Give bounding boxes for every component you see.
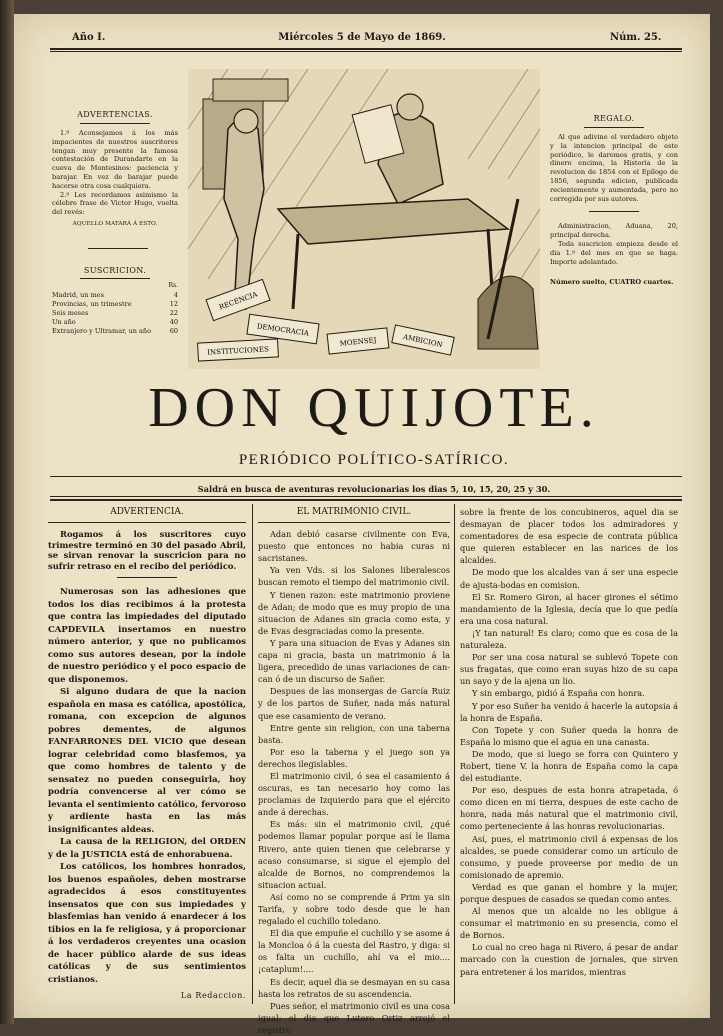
article-paragraph: Así, pues, el matrimonio civil á expensas de los alcaldes, se puede considerar como un artículo de consumo, y puede proveerse por medio de un comisionado de apremio. xyxy=(460,833,678,880)
regalo-admin: Administracion, Aduana, 20, principal derecha. xyxy=(550,222,678,240)
article-paragraph: Y sin embargo, pidió á España con honra. xyxy=(472,688,645,699)
advertencias-box xyxy=(52,110,178,229)
paper-label: RECENCIA xyxy=(218,290,259,312)
paper-label: AMBICION xyxy=(402,332,444,350)
signature: La Redaccion. xyxy=(180,991,246,1001)
suscricion-title: SUSCRICION. xyxy=(83,266,147,275)
regalo-box xyxy=(550,114,678,287)
year-label: Año I. xyxy=(72,32,106,43)
suscricion-box xyxy=(52,266,178,336)
masthead-subtitle: PERIÓDICO POLÍTICO-SATÍRICO. xyxy=(238,452,510,468)
advertencias-quote: AQUELLO MATARÁ Á ESTO. xyxy=(72,220,158,227)
issue-number: Núm. 25. xyxy=(610,32,662,43)
suscricion-row: Extranjero y Ultramar, un año 60 xyxy=(52,326,178,335)
reader-head xyxy=(397,94,423,120)
article-paragraph: Entre gente sin religion, con una taberna basta. xyxy=(258,722,450,745)
masthead-tagline: Saldrá en busca de aventuras revolucionarias los dias 5, 10, 15, 20, 25 y 30. xyxy=(197,484,551,494)
article-paragraph: Por eso, despues de esta honra atrapetada, ó como dicen en mi tierra, despues de este cacho de honra, nada más natural que el matrimonio civil, como perteneciente á las honras revolucionarias. xyxy=(460,785,678,832)
column-continuation xyxy=(460,506,678,978)
tagline-rule xyxy=(50,496,682,497)
article-paragraph: Por eso la taberna y el juego son ya derechos ilegislables. xyxy=(258,746,450,769)
paper-label: DEMOCRACIA xyxy=(256,322,310,338)
article-paragraph: Con Topete y con Suñer queda la honra de España lo mismo que el agua en una canasta. xyxy=(460,724,678,747)
article-paragraph: Al menos que un alcalde no les obligue á consumar el matrimonio en su presencia, como el de Bornos. xyxy=(460,906,678,941)
advertencias-title: ADVERTENCIAS. xyxy=(77,110,153,119)
article-paragraph: De modo que los alcaldes van á ser una especie de ajusta-bodas en comision. xyxy=(460,567,678,590)
advertencia-intro: Rogamos á los suscritores cuyo trimestre terminó en 30 del pasado Abril, se sirvan renovar la suscricion para no sufrir retraso en el recibo del periódico. xyxy=(48,529,246,571)
article-paragraph: Así como no se comprende á Prim ya sin Tarifa, y sobre todo desde que le han regalado el cuchillo toledano. xyxy=(258,891,450,927)
article-paragraph: Verdad es que ganan el hombre y la mujer, porque despues de casados se quedan como antes. xyxy=(460,881,678,904)
article-paragraph: Y por eso Suñer ha venido á hacerle la autopsia á la honra de España. xyxy=(460,700,678,723)
box-separator xyxy=(88,248,148,249)
article-paragraph: Es decir, aquel dia se desmayan en su casa hasta los retratos de su ascendencia. xyxy=(258,976,450,999)
advertencias-item-1: 1.º Aconsejamos á los más impacientes de nuestros suscritores tengan muy presente la famosa contestación de Durandarte en la cueva de Montesinos: paciencia y barajar. En vez de barajar puede hacerse otra cosa cualquiera. xyxy=(52,129,178,190)
header-rule xyxy=(50,48,682,50)
suscricion-table xyxy=(52,291,178,336)
article-paragraph: Y para una situacion de Evas y Adanes sin capa ni gracia, basta un matrimonio á la ligera, precedido de unas variaciones de can-can ó de un discurso de Sañer. xyxy=(258,637,450,685)
suscricion-row: Un año 40 xyxy=(52,317,178,326)
regalo-suscricion: Toda suscricion empieza desde el dia 1.º del mes en que se haga. Importe adelantado. xyxy=(550,239,678,266)
regalo-price: Número suelto, CUATRO cuartos. xyxy=(550,278,674,287)
article-paragraph: Si alguno dudara de que la nacion española en masa es católica, apostólica, romana, con excepcion de algunos pobres dementes, de algunos FANFARRONES DEL VICIO que desean lograr celebridad como blasfemos, ya que como hombres de talento y de sensatez no pueden conseguirla, hoy podría convencerse al ver cómo se levanta el sentimiento católico, fervoroso y ardiente hasta en las más insignificantes aldeas. xyxy=(48,687,246,835)
article-paragraph: Es más: sin el matrimonio civil, ¿qué podemos llamar popular porque así le llama Rivero, ante quien tienen que celebrarse y acaso consumarse, si sigue el ejemplo del alcalde de Bornos, no comprendemos la situacion actual. xyxy=(258,819,450,890)
article-paragraph: La causa de la RELIGION, del ORDEN y de la JUSTICIA está de enhorabuena. xyxy=(48,837,246,860)
article-paragraph: Y tienen razon: este matrimonio proviene de Adan; de modo que es muy propio de una situacion de Adanes sin gracia como esta, y de Evas desgraciadas como la presente. xyxy=(258,589,450,636)
article-paragraph: Despues de las monsergas de García Ruiz y de los partos de Suñer, nada más natural que ese casamiento de verano. xyxy=(258,686,450,721)
article-paragraph: Numerosas son las adhesiones que todos los dias recibimos á la protesta que contra las impiedades del diputado CAPDEVILA insertamos en nuestro número anterior, y que no publicamos como sus autores desean, por la índole de nuestro periódico y el poco espacio de que disponemos. xyxy=(48,587,246,685)
article-paragraph: El dia que empuñe el cuchillo y se asome á la Moncloa ó á la cuesta del Rastro, y diga: si os falta un cuchillo, ahí va el mio.... ¡cataplum!.... xyxy=(258,928,450,975)
column-divider xyxy=(252,504,253,1004)
issue-date: Miércoles 5 de Mayo de 1869. xyxy=(278,32,446,43)
article-paragraph: Los católicos, los hombres honrados, los buenos españoles, deben mostrarse agradecidos á esos constituyentes insensatos que con sus impiedades y blasfemias han venido á enardecer á los tibios en la fe religiosa, y á proporcionar á los verdaderos creyentes una ocasion de hacer público alarde de sus ideas católicas y de sus sentimientos cristianos. xyxy=(48,862,246,985)
paper-label: MOENSEJ xyxy=(339,336,377,348)
engraving-illustration xyxy=(188,69,540,369)
newspaper-page xyxy=(14,14,710,1035)
paper-label: INSTITUCIONES xyxy=(207,345,270,357)
suscricion-unit: Rs. xyxy=(168,282,178,289)
column-advertencia xyxy=(48,506,246,1002)
article-paragraph: De modo, que si luego se forra con Quintero y Robert, tiene V. la honra de España como la capa del estudiante. xyxy=(460,748,678,784)
wall-sign xyxy=(213,79,288,101)
header-rule-thin xyxy=(50,51,682,52)
article-paragraph: Lo cual no creo haga ni Rivero, á pesar de andar marcado con la cuestion de jornales, que sirven para entretener á los maridos, mientras xyxy=(460,942,678,977)
column-divider xyxy=(454,504,455,1004)
column-matrimonio-civil xyxy=(258,506,450,1036)
article-paragraph: Adan debió casarse civilmente con Eva, puesto que entonces no habia curas ni sacristanes. xyxy=(258,529,450,564)
suscricion-row: Madrid, un mes 4 xyxy=(52,290,178,299)
regalo-text: Al que adivine el verdadero objeto y la intencion principal de este periódico, le daremos gratis, y con dinero encima, la Historia de la revolucion de 1854 con el Epílogo de 1856, segunda edicion, publicada recientemente y aumentada, pero no corregida por sus autores. xyxy=(550,133,678,203)
book-spine xyxy=(0,0,14,1024)
tagline-rule-thick xyxy=(50,499,682,501)
suscricion-row: Provincias, un trimestre 12 xyxy=(52,299,178,308)
article-paragraph: Ya ven Vds. si los Salones liberalescos buscan remoto el tiempo del matrimonio civil. xyxy=(258,565,450,588)
quixote-head xyxy=(234,109,258,133)
article-paragraph: ¡Y tan natural! Es claro; como que es cosa de la naturaleza. xyxy=(460,627,678,651)
article-paragraph: El matrimonio civil, ó sea el casamiento á oscuras, es tan necesario hoy como las proclamas de Izquierdo para que el ejército ande á derechas. xyxy=(258,770,450,818)
article-paragraph: sobre la frente de los concubineros, aquel dia se desmayan de placer todos los admiradores y comentadores de esa especie de contrata pública que quieren establecer en las narices de los alcaldes. xyxy=(460,507,678,566)
article-paragraph: El Sr. Romero Giron, al hacer girones el sétimo mandamiento de la Iglesia, decía que lo que pedía era una cosa natural. xyxy=(460,591,678,626)
suscricion-row: Seis meses 22 xyxy=(52,308,178,317)
article-paragraph: Por ser una cosa natural se sublevó Topete con sus fragatas, que como eran suyas hizo de su capa un sayo y de la ajena un lio. xyxy=(460,652,678,687)
masthead-rule xyxy=(50,476,682,477)
advertencias-item-2: 2.º Les recordamos asimismo la célebre frase de Victor Hugo, vuelta del revés: xyxy=(52,190,178,217)
article-paragraph: Pues señor, el matrimonio civil es una cosa igual: el dia que Lutero Ortiz arrojó el registro xyxy=(258,1000,450,1035)
masthead-title: DON QUIJOTE. xyxy=(148,377,600,439)
article-title: EL MATRIMONIO CIVIL. xyxy=(296,507,412,517)
regalo-title: REGALO. xyxy=(593,114,635,123)
advertencia-title: ADVERTENCIA. xyxy=(110,507,184,517)
